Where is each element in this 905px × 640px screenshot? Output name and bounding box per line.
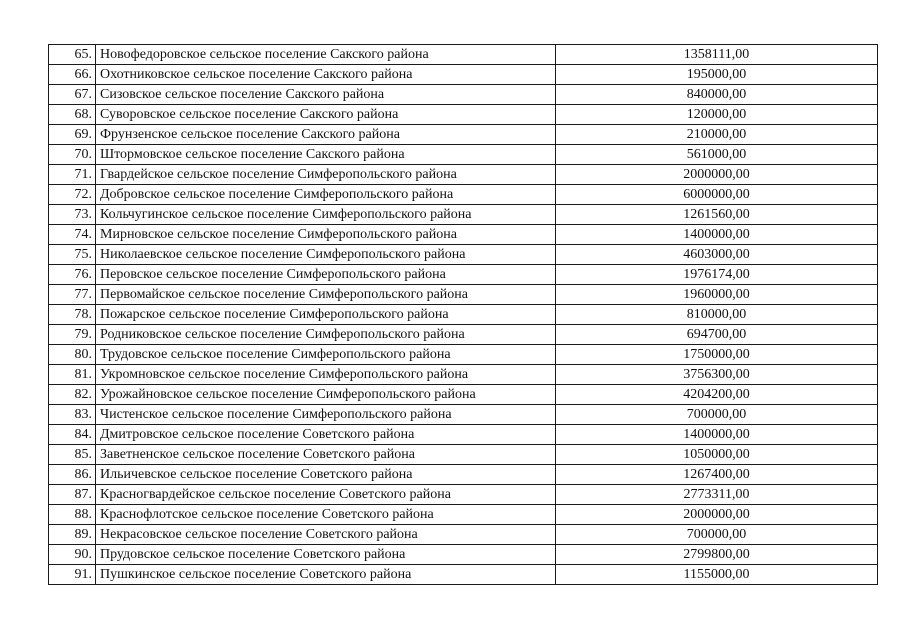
table-row xyxy=(49,465,878,485)
settlement-name: Ильичевское сельское поселение Советского района xyxy=(96,465,556,485)
amount-value: 1750000,00 xyxy=(556,345,878,365)
row-number: 71. xyxy=(49,165,96,185)
amount-value: 195000,00 xyxy=(556,65,878,85)
settlement-name: Перовское сельское поселение Симферопольского района xyxy=(96,265,556,285)
table-row xyxy=(49,285,878,305)
settlement-name: Заветненское сельское поселение Советского района xyxy=(96,445,556,465)
table-row xyxy=(49,485,878,505)
table-row xyxy=(49,385,878,405)
row-number: 87. xyxy=(49,485,96,505)
amount-value: 1400000,00 xyxy=(556,225,878,245)
settlements-table-body xyxy=(49,45,878,585)
row-number: 70. xyxy=(49,145,96,165)
settlement-name: Штормовское сельское поселение Сакского района xyxy=(96,145,556,165)
settlement-name: Мирновское сельское поселение Симферопольского района xyxy=(96,225,556,245)
amount-value: 1400000,00 xyxy=(556,425,878,445)
settlement-name: Добровское сельское поселение Симферопольского района xyxy=(96,185,556,205)
amount-value: 6000000,00 xyxy=(556,185,878,205)
row-number: 72. xyxy=(49,185,96,205)
settlement-name: Дмитровское сельское поселение Советского района xyxy=(96,425,556,445)
table-row xyxy=(49,245,878,265)
amount-value: 810000,00 xyxy=(556,305,878,325)
row-number: 79. xyxy=(49,325,96,345)
settlement-name: Укромновское сельское поселение Симферопольского района xyxy=(96,365,556,385)
amount-value: 1155000,00 xyxy=(556,565,878,585)
row-number: 80. xyxy=(49,345,96,365)
settlement-name: Фрунзенское сельское поселение Сакского района xyxy=(96,125,556,145)
table-row xyxy=(49,85,878,105)
row-number: 91. xyxy=(49,565,96,585)
settlement-name: Сизовское сельское поселение Сакского района xyxy=(96,85,556,105)
row-number: 82. xyxy=(49,385,96,405)
amount-value: 210000,00 xyxy=(556,125,878,145)
row-number: 77. xyxy=(49,285,96,305)
table-row xyxy=(49,225,878,245)
table-row xyxy=(49,265,878,285)
row-number: 89. xyxy=(49,525,96,545)
amount-value: 694700,00 xyxy=(556,325,878,345)
table-row xyxy=(49,125,878,145)
settlement-name: Гвардейское сельское поселение Симферопольского района xyxy=(96,165,556,185)
table-row xyxy=(49,165,878,185)
table-row xyxy=(49,205,878,225)
row-number: 74. xyxy=(49,225,96,245)
amount-value: 2000000,00 xyxy=(556,165,878,185)
row-number: 67. xyxy=(49,85,96,105)
amount-value: 700000,00 xyxy=(556,405,878,425)
amount-value: 1976174,00 xyxy=(556,265,878,285)
table-row xyxy=(49,105,878,125)
amount-value: 1261560,00 xyxy=(556,205,878,225)
amount-value: 2799800,00 xyxy=(556,545,878,565)
row-number: 83. xyxy=(49,405,96,425)
settlement-name: Некрасовское сельское поселение Советского района xyxy=(96,525,556,545)
table-row xyxy=(49,65,878,85)
table-row xyxy=(49,545,878,565)
row-number: 69. xyxy=(49,125,96,145)
table-row xyxy=(49,445,878,465)
row-number: 84. xyxy=(49,425,96,445)
settlement-name: Суворовское сельское поселение Сакского района xyxy=(96,105,556,125)
settlement-name: Прудовское сельское поселение Советского района xyxy=(96,545,556,565)
amount-value: 2000000,00 xyxy=(556,505,878,525)
row-number: 68. xyxy=(49,105,96,125)
table-row xyxy=(49,365,878,385)
row-number: 85. xyxy=(49,445,96,465)
amount-value: 1358111,00 xyxy=(556,45,878,65)
row-number: 88. xyxy=(49,505,96,525)
amount-value: 1960000,00 xyxy=(556,285,878,305)
settlement-name: Красногвардейское сельское поселение Советского района xyxy=(96,485,556,505)
row-number: 81. xyxy=(49,365,96,385)
settlement-name: Новофедоровское сельское поселение Сакского района xyxy=(96,45,556,65)
settlement-name: Краснофлотское сельское поселение Советского района xyxy=(96,505,556,525)
settlements-table xyxy=(48,44,878,585)
table-row xyxy=(49,45,878,65)
table-row xyxy=(49,425,878,445)
row-number: 76. xyxy=(49,265,96,285)
settlement-name: Пушкинское сельское поселение Советского района xyxy=(96,565,556,585)
table-row xyxy=(49,565,878,585)
amount-value: 1050000,00 xyxy=(556,445,878,465)
settlement-name: Охотниковское сельское поселение Сакского района xyxy=(96,65,556,85)
amount-value: 4204200,00 xyxy=(556,385,878,405)
amount-value: 120000,00 xyxy=(556,105,878,125)
settlement-name: Пожарское сельское поселение Симферопольского района xyxy=(96,305,556,325)
settlement-name: Кольчугинское сельское поселение Симферопольского района xyxy=(96,205,556,225)
amount-value: 2773311,00 xyxy=(556,485,878,505)
row-number: 66. xyxy=(49,65,96,85)
settlement-name: Первомайское сельское поселение Симферопольского района xyxy=(96,285,556,305)
amount-value: 561000,00 xyxy=(556,145,878,165)
amount-value: 700000,00 xyxy=(556,525,878,545)
row-number: 90. xyxy=(49,545,96,565)
settlement-name: Трудовское сельское поселение Симферопольского района xyxy=(96,345,556,365)
row-number: 73. xyxy=(49,205,96,225)
amount-value: 840000,00 xyxy=(556,85,878,105)
table-row xyxy=(49,405,878,425)
table-row xyxy=(49,525,878,545)
table-row xyxy=(49,325,878,345)
table-row xyxy=(49,145,878,165)
settlement-name: Чистенское сельское поселение Симферопольского района xyxy=(96,405,556,425)
row-number: 65. xyxy=(49,45,96,65)
table-row xyxy=(49,185,878,205)
settlement-name: Николаевское сельское поселение Симферопольского района xyxy=(96,245,556,265)
row-number: 78. xyxy=(49,305,96,325)
table-row xyxy=(49,305,878,325)
amount-value: 3756300,00 xyxy=(556,365,878,385)
amount-value: 1267400,00 xyxy=(556,465,878,485)
row-number: 86. xyxy=(49,465,96,485)
table-row xyxy=(49,505,878,525)
settlement-name: Урожайновское сельское поселение Симферопольского района xyxy=(96,385,556,405)
settlement-name: Родниковское сельское поселение Симферопольского района xyxy=(96,325,556,345)
amount-value: 4603000,00 xyxy=(556,245,878,265)
table-row xyxy=(49,345,878,365)
row-number: 75. xyxy=(49,245,96,265)
